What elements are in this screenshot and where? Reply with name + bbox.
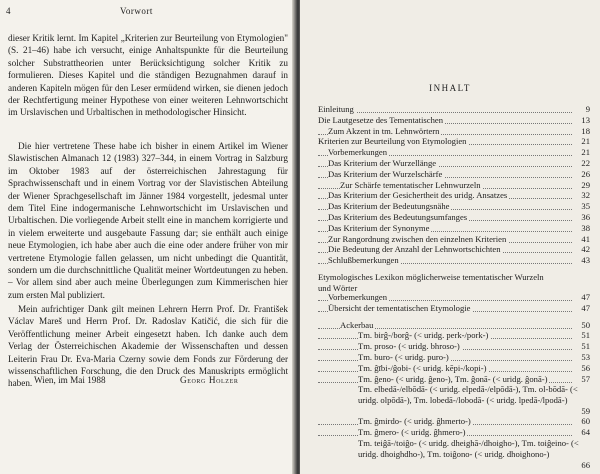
toc-entry: Das Kriterium der Wurzelschärfe 26	[318, 169, 590, 180]
paragraph-2: Die hier vertretene These habe ich bisher in einem Artikel im Wiener Slawistischen Almanach 12 (1983) 327–344, in einem Vortrag in Salzburg im Oktober 1983 auf der österreichischen Jahrestagung für Sprachwissenschaft und in einem Vortrag vor der Slavistischen Abteilung der Wiener Sprachgesellschaft im Jänner 1984 vorgestellt, jedesmal unter dem Titel Eine indogermanische Lehnwortschicht im Urslavischen und Urbaltischen. Die vorliegende Arbeit stellt eine in manchem korrigierte und in vielem erweiterte und ausgebaute Fassung dar; sie enthält auch einige neue Etymologien, ich habe aber auch die eine oder andere früher von mir vertretene Etymologie fallen gelassen, um nicht unbedingt die Quantität, sondern um die durchschnittliche Qualität meiner Wortdeutungen zu heben. – Vor allem sind aber auch meine Überlegungen zum Kimmerischen hier zum ersten Mal publiziert.	[8, 141, 288, 300]
toc-entry: Die Lautgesetze des Tementatischen 13	[318, 114, 590, 125]
toc-entry: Kriterien zur Beurteilung von Etymologien 21	[318, 136, 590, 147]
toc-entry: Tm. ĝībi-/ĝobi- (< uridg. kēpi-/kopi-) 56	[318, 363, 590, 374]
signature-place: Wien, im Mai 1988	[34, 375, 106, 385]
toc-entry: Einleitung 9	[318, 104, 590, 114]
toc-entry: Zur Schärfe tementatischer Lehnwurzeln 29	[318, 180, 590, 191]
toc-entry: Die Bedeutung der Anzahl der Lehnwortschichten 42	[318, 244, 590, 255]
toc-entry: Vorbemerkungen 21	[318, 147, 590, 158]
left-page	[0, 0, 296, 474]
toc-entry: Tm. elbedā-/elbōdā- (< uridg. elpedā-/elpōdā-), Tm. ol-bōdā- (< uridg. olpōdā-), Tm. lobedā-/lobodā- (< uridg. lpedā-/lpodā-) 59	[358, 384, 590, 417]
toc-entry: Tm. teiĝā-/toiĝo- (< uridg. dheighā-/dhoigho-), Tm. toiĝeino- (< uridg. dhoighdho-), Tm. toiĝono- (< uridg. dhoighono-) 66	[358, 437, 590, 470]
toc-entry: Das Kriterium der Wurzellänge 22	[318, 158, 590, 169]
toc-entry: Tm. ĝmero- (< uridg. ĝhmero-) 64	[318, 427, 590, 438]
toc-entry: Vorbemerkungen 47	[318, 292, 590, 303]
toc-entry: Das Kriterium des Bedeutungsumfanges 36	[318, 212, 590, 223]
toc-entry: Tm. proso- (< uridg. bhroso-) 51	[318, 341, 590, 352]
toc-title: INHALT	[429, 83, 471, 93]
signature-author: Georg Holzer	[180, 375, 239, 385]
toc-entry: Ackerbau 50	[318, 320, 590, 331]
toc-entry: Tm. ĝmirdo- (< uridg. ĝhmerto-) 60	[318, 416, 590, 427]
toc-entry: Das Kriterium der Synonyme 38	[318, 223, 590, 234]
toc-entry: Tm. ĝeno- (< uridg. ĝeno-), Tm. ĝonā- (< uridg. ĝonā-) 57	[318, 374, 590, 385]
toc-entry: Das Kriterium der Gesichertheit des uridg. Ansatzes 32	[318, 190, 590, 201]
paragraph-3: Mein aufrichtiger Dank gilt meinen Lehrern Herrn Prof. Dr. František Václav Mareš und Herrn Prof. Dr. Radoslav Katičić, die sich für die Veröffentlichung meiner Arbeit eingesetzt haben. Ich danke auch dem Verlag der Österreichischen Akademie der Wissenschaften und dessen Leiterin Frau Dr. Eva-Maria Czerny sowie dem Fonds zur Förderung der wissenschaftlichen Forschung, die den Druck des Manuskripts ermöglicht haben.	[8, 304, 288, 389]
page-number: 4	[6, 6, 11, 16]
toc-entry: Zum Akzent in tm. Lehnwörtern 18	[318, 126, 590, 137]
paragraph-1: dieser Kritik lernt. Im Kapitel „Kriterien zur Beurteilung von Etymologien" (S. 21–46) habe ich versucht, einige Anhaltspunkte für die Beurteilung solcher Substrattheorien unter Berücksichtigung solcher Kritik zu formulieren. Dieses Kapitel und die ständigen Bezugnahmen darauf in anderen Kapiteln mögen für den Leser ermüdend wirken, sie dienen jedoch der Rechtfertigung meiner Hypothese von einer weiteren Lehnwortschicht im Urslavischen und Urbaltischen in methodologischer Hinsicht.	[8, 33, 288, 118]
toc-entry: Schlußbemerkungen 43	[318, 255, 590, 266]
right-page	[300, 0, 600, 474]
toc-entry: Etymologisches Lexikon möglicherweise tementatischer Wurzeln und Wörter	[318, 272, 590, 292]
table-of-contents	[318, 104, 590, 470]
toc-entry: Tm. birĝ-/borĝ- (< uridg. perk-/pork-) 51	[318, 330, 590, 341]
toc-entry: Das Kriterium der Bedeutungsnähe 35	[318, 201, 590, 212]
toc-entry: Zur Rangordnung zwischen den einzelnen Kriterien 41	[318, 234, 590, 245]
toc-entry: Tm. buro- (< uridg. puro-) 53	[318, 352, 590, 363]
running-head: Vorwort	[120, 6, 153, 16]
toc-entry: Übersicht der tementatischen Etymologie 47	[318, 303, 590, 314]
